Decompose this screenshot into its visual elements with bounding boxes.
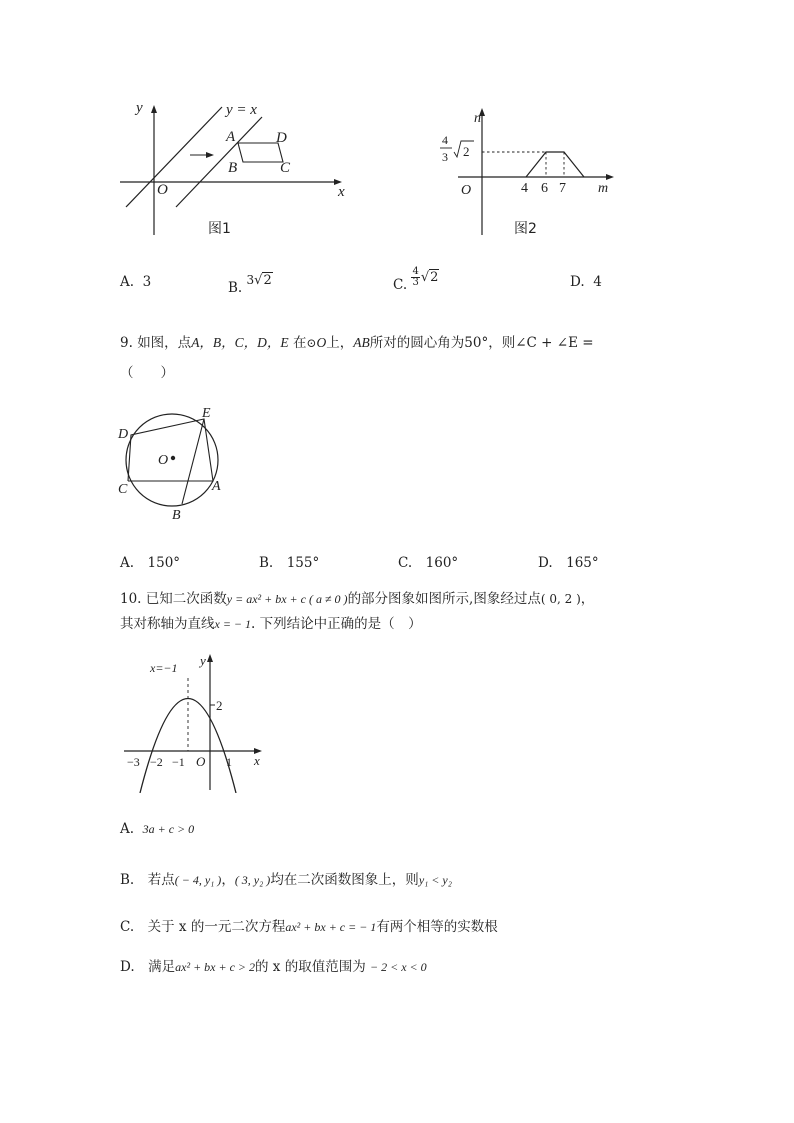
fig2-ylabel: n [474,111,481,126]
q9-option-c: C. 160° [398,555,459,571]
q10-x-tick: 1 [226,755,232,769]
q9-option-b: B. 155° [259,555,320,571]
q10-option-b: B. 若点( − 4, y₁ )，( 3, y₂ )均在二次函数图象上，则y₁ < y₂ [120,872,452,888]
q10-parabola-figure [118,648,278,793]
fig2-xlabel: m [598,181,609,196]
fig1-xlabel: x [338,184,345,200]
q9-label-b: B [172,508,181,523]
fig2-y-tick-rad: 2 [463,144,470,159]
q8-option-b: B. 3√2 [228,273,272,296]
q9-option-a: A. 150° [120,555,181,571]
q10-ylabel: y [200,653,206,668]
q9-stem: 9. 如图，点A，B，C，D，E 在⊙O上，AB所对的圆心角为50°，则∠C + ∠E = [120,335,594,351]
q9-label-a: A [212,479,221,494]
q10-option-c: C. 关于 x 的一元二次方程ax² + bx + c = − 1有两个相等的实数根 [120,919,498,935]
fig2-x-tick: 7 [559,181,566,196]
q10-stem-line1: 10. 已知二次函数y = ax² + bx + c ( a ≠ 0 )的部分图象如图所示,图象经过点( 0, 2 )， [120,591,595,607]
q9-label-o: O [158,453,169,468]
fig2-y-tick-num: 4 [442,133,448,147]
q9-label-e: E [202,406,211,421]
fig1-ylabel: y [136,100,143,116]
figure-1 [110,95,360,245]
fig1-point-b: B [228,160,238,176]
q8-option-d: D. 4 [570,274,602,290]
q10-option-a: A. 3a + c > 0 [120,821,195,837]
fig1-line-label: y = x [226,102,257,118]
fig1-point-c: C [280,160,291,176]
fig2-y-tick-den: 3 [442,150,448,164]
q10-stem-line2: 其对称轴为直线x = − 1. 下列结论中正确的是（ ） [120,616,422,632]
fig1-point-a: A [226,129,236,145]
q10-axis-label: x=−1 [150,661,178,675]
q10-y-tick: 2 [216,698,223,713]
q10-xlabel: x [254,753,260,768]
q10-option-d: D. 满足ax² + bx + c > 2的 x 的取值范围为 − 2 < x < 0 [120,959,427,975]
q10-origin: O [196,754,206,769]
fig1-caption: 图1 [208,221,231,237]
fig2-caption: 图2 [514,221,537,237]
q9-paren: （ ） [120,365,174,381]
q8-option-c: C. $\frac{4}{3}$ √2 [393,266,439,293]
fig1-origin: O [157,182,168,198]
fig2-origin: O [461,183,472,198]
q10-x-tick: −2 [150,755,163,769]
q10-x-tick: −1 [172,755,185,769]
q9-circle-figure [112,400,242,525]
fig1-point-d: D [276,130,287,146]
q9-label-c: C [118,482,128,497]
fig2-x-tick: 4 [521,181,528,196]
q10-x-tick: −3 [127,755,140,769]
q9-label-d: D [118,427,129,442]
q9-option-d: D. 165° [538,555,599,571]
fig2-x-tick: 6 [541,181,548,196]
q8-option-a: A. 3 [120,274,152,290]
